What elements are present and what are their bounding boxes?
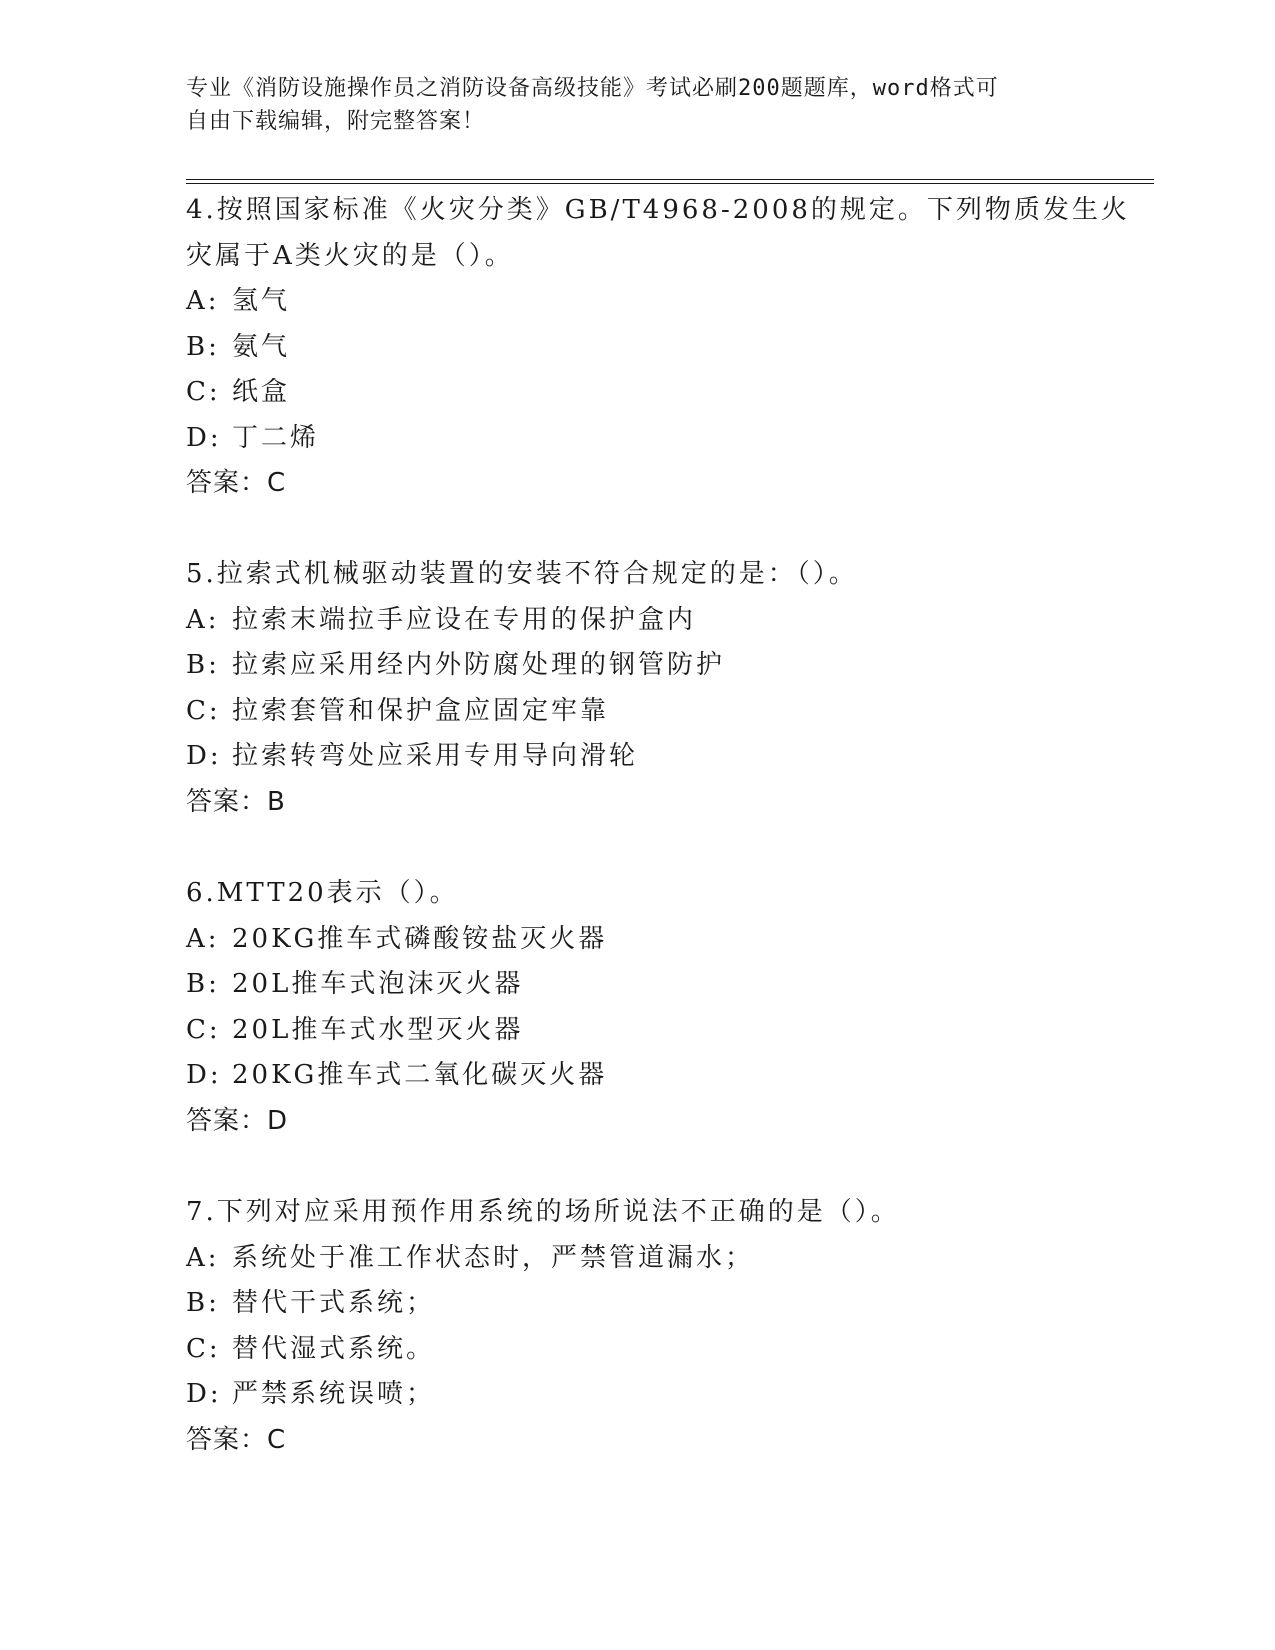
option-d [186,1053,1086,1099]
option-key: C: [186,695,221,726]
option-text: 20L推车式水型灭火器 [232,1014,524,1045]
header-line-1: 专业《消防设施操作员之消防设备高级技能》考试必刷200题题库，word格式可 [186,76,999,101]
header-divider-top [186,179,1154,180]
option-text: 纸盒 [232,377,291,407]
question-stem: 4.按照国家标准《火灾分类》GB/T4968-2008的规定。下列物质发生火 [186,195,1130,225]
option-text: 拉索转弯处应采用专用导向滑轮 [232,741,639,771]
option-key: D: [186,1060,222,1090]
option-b [186,643,1086,689]
document-header [186,72,1086,138]
option-d [186,734,1086,780]
option-a [186,598,1086,644]
option-a [186,917,1086,963]
question-block [186,552,1086,825]
option-c [186,1008,1086,1054]
option-b [186,1281,1086,1327]
header-line-2: 自由下载编辑，附完整答案！ [186,109,486,134]
option-key: B: [186,969,220,999]
option-key: A: [186,604,220,635]
option-key: D: [186,422,222,453]
option-d [186,1372,1086,1418]
option-key: B: [186,650,220,680]
option-text: 严禁系统误喷； [232,1379,436,1409]
option-key: A: [186,1242,220,1273]
option-c [186,689,1086,735]
question-block [186,1190,1086,1463]
answer: 答案：C [186,468,287,498]
option-key: B: [186,1288,220,1318]
option-key: D: [186,1379,222,1409]
option-text: 拉索末端拉手应设在专用的保护盒内 [232,604,697,635]
question-stem: 6.MTT20表示（）。 [186,878,459,908]
option-text: 20KG推车式二氧化碳灭火器 [232,1060,608,1090]
option-text: 替代湿式系统。 [232,1333,436,1364]
question-stem-continued: 灾属于A类火灾的是（）。 [186,240,514,271]
option-text: 拉索套管和保护盒应固定牢靠 [232,695,610,726]
option-b [186,962,1086,1008]
option-text: 氢气 [232,286,291,316]
option-text: 20L推车式泡沫灭火器 [232,969,524,999]
option-key: C: [186,1014,221,1045]
option-c [186,1327,1086,1373]
answer: 答案：D [186,1105,289,1136]
option-text: 20KG推车式磷酸铵盐灭火器 [232,923,608,954]
option-a [186,279,1086,325]
option-key: B: [186,331,220,362]
option-key: C: [186,1333,221,1364]
option-d [186,416,1086,462]
question-stem: 5.拉索式机械驱动装置的安装不符合规定的是：（）。 [186,559,858,589]
option-key: D: [186,741,222,771]
option-text: 系统处于准工作状态时，严禁管道漏水； [232,1242,755,1273]
option-a [186,1236,1086,1282]
header-divider-bottom [186,183,1154,184]
option-c [186,370,1086,416]
question-stem: 7.下列对应采用预作用系统的场所说法不正确的是（）。 [186,1197,900,1227]
option-text: 拉索应采用经内外防腐处理的钢管防护 [232,650,726,680]
option-text: 氨气 [232,331,291,362]
option-text: 丁二烯 [232,422,320,453]
option-b [186,325,1086,371]
question-block [186,188,1130,507]
question-block [186,871,1086,1144]
option-text: 替代干式系统； [232,1288,436,1318]
option-key: C: [186,377,221,407]
option-key: A: [186,286,220,316]
answer: 答案：B [186,786,286,817]
option-key: A: [186,923,220,954]
answer: 答案：C [186,1424,287,1455]
